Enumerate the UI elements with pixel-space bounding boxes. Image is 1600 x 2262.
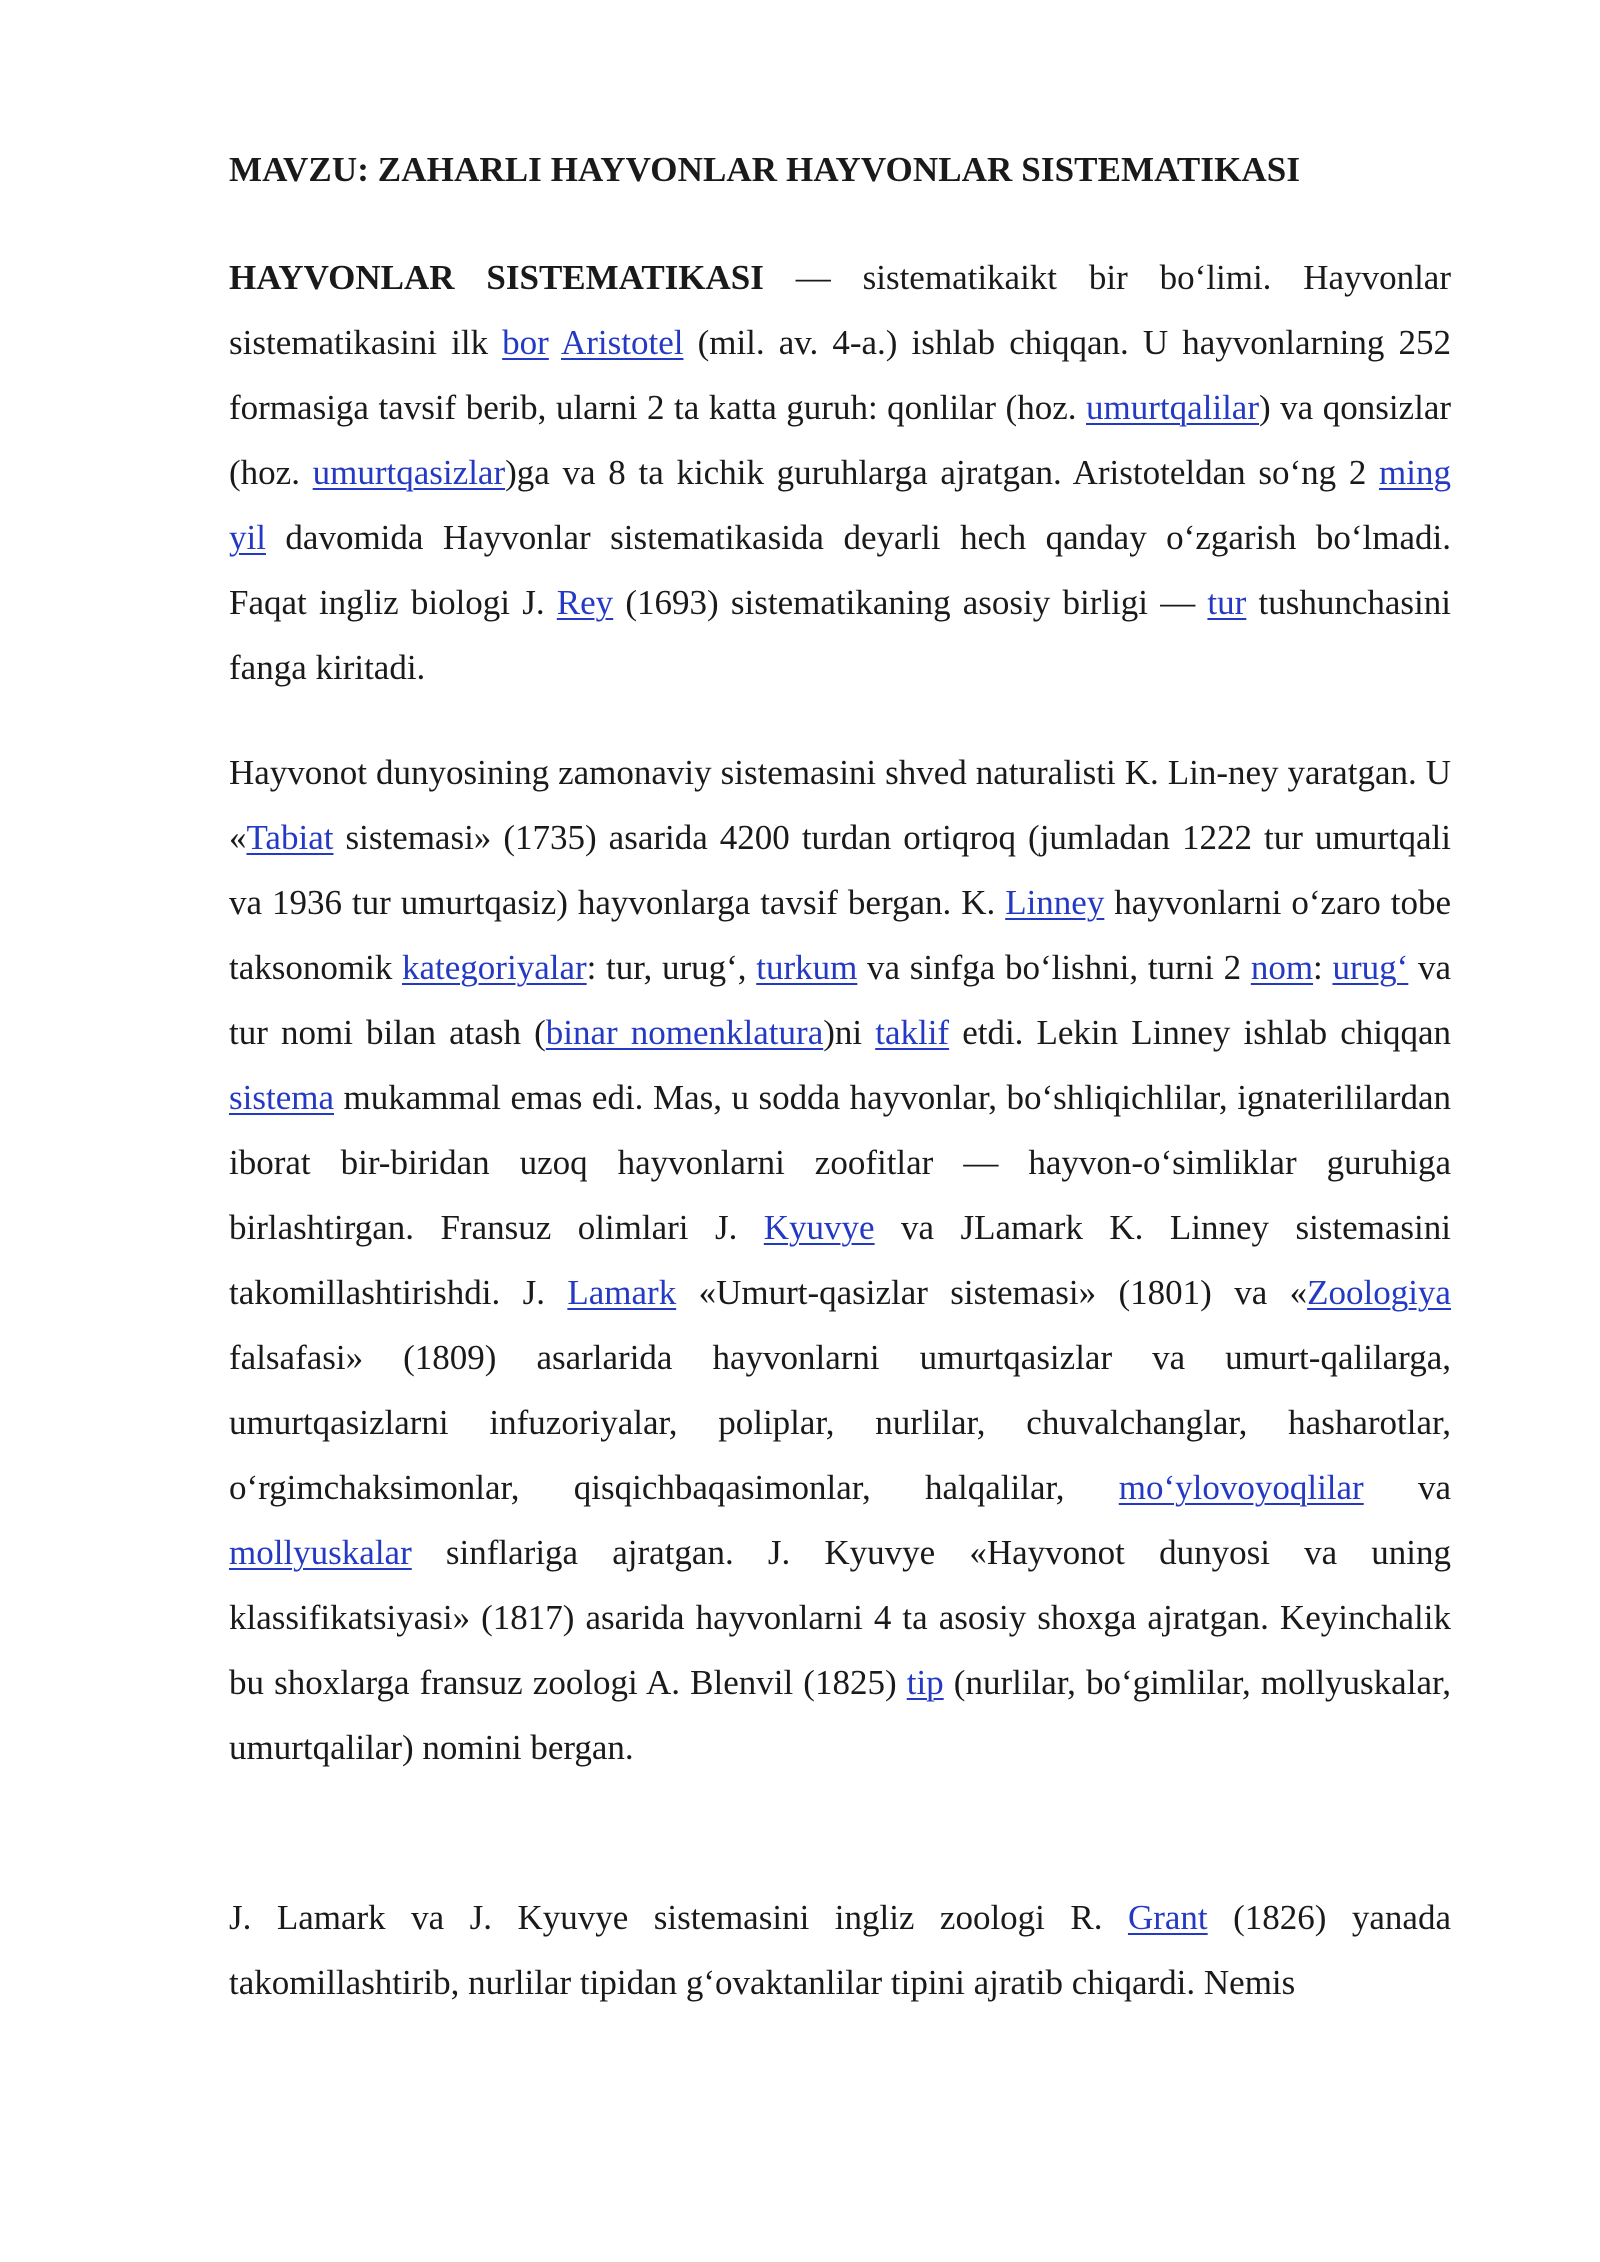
text-run: hayvonlarni o‘zaro tobe taksonomik xyxy=(229,883,1451,987)
text-run: — sistematikaikt bir bo‘limi. Hayvonlar sistematikasini ilk xyxy=(229,258,1451,362)
hyperlink[interactable]: Lamark xyxy=(567,1273,677,1312)
text-run: ) va qonsizlar (hoz. xyxy=(229,388,1452,492)
hyperlink[interactable]: urug‘ xyxy=(1332,948,1409,987)
document-title: MAVZU: ZAHARLI HAYVONLAR HAYVONLAR SISTEMATIKASI xyxy=(229,150,1301,189)
text-run: mukammal emas edi. Mas, u sodda hayvonlar, bo‘shliqichlilar, ignaterililardan iborat bir-biridan uzoq hayvonlarni zoofitlar — hayvon-o‘simliklar guruhiga birlashtirgan. Fransuz olimlari J. xyxy=(229,1078,1451,1247)
hyperlink[interactable]: Kyuvye xyxy=(763,1208,875,1247)
hyperlink[interactable]: Grant xyxy=(1127,1898,1208,1937)
hyperlink[interactable]: mollyuskalar xyxy=(229,1533,412,1572)
text-run: (1826) yanada takomillashtirib, nurlilar tipidan g‘ovaktanlilar tipini ajratib chiqardi. Nemis xyxy=(229,1898,1451,2002)
paragraph-3 xyxy=(229,1885,1451,2015)
text-run: sinflariga ajratgan. J. Kyuvye «Hayvonot dunyosi va uning klassifikatsiyasi» (1817) asarida hayvonlarni 4 ta asosiy shoxga ajratgan. Keyinchalik bu shoxlarga fransuz zoologi A. Blenvil (1825) xyxy=(229,1533,1451,1702)
text-run: falsafasi» (1809) asarlarida hayvonlarni umurtqasizlar va umurt-qalilarga, umurtqasizlarni infuzoriyalar, poliplar, nurlilar, chuvalchanglar, hasharotlar, o‘rgimchaksimonlar, qisqichbaqasimonlar, halqalilar, xyxy=(229,1338,1451,1507)
text-run: va sinfga bo‘lishni, turni 2 xyxy=(857,948,1251,987)
text-run: : tur, urug‘, xyxy=(586,948,757,987)
hyperlink[interactable]: ming xyxy=(1379,453,1451,492)
hyperlink[interactable]: umurtqasizlar xyxy=(312,453,506,492)
bold-term: HAYVONLAR SISTEMATIKASI xyxy=(229,258,764,297)
hyperlink[interactable]: Aristotel xyxy=(561,323,684,362)
text-run: Hayvonot dunyosining zamonaviy sistemasini shved naturalisti K. Lin-ney yaratgan. U « xyxy=(229,753,1451,857)
text-run: tushunchasini fanga kiritadi. xyxy=(229,583,1451,687)
text-run: (nurlilar, bo‘gimlilar, mollyuskalar, umurtqalilar) nomini bergan. xyxy=(229,1663,1451,1767)
hyperlink[interactable]: tip xyxy=(906,1663,944,1702)
hyperlink[interactable]: Rey xyxy=(556,583,614,622)
hyperlink[interactable]: umurtqalilar xyxy=(1086,388,1260,427)
text-run xyxy=(549,323,561,362)
text-run: etdi. Lekin Linney ishlab chiqqan xyxy=(949,1013,1451,1052)
hyperlink[interactable]: nom xyxy=(1250,948,1314,987)
text-run: J. Lamark va J. Kyuvye sistemasini ingliz zoologi R. xyxy=(229,1898,1128,1937)
text-run: va xyxy=(1363,1468,1451,1507)
text-run: )ga va 8 ta kichik guruhlarga ajratgan. Aristoteldan so‘ng 2 xyxy=(505,453,1380,492)
hyperlink[interactable]: Tabiat xyxy=(246,818,334,857)
hyperlink[interactable]: Zoologiya xyxy=(1307,1273,1451,1312)
hyperlink[interactable]: binar nomenklatura xyxy=(545,1013,824,1052)
paragraph-2 xyxy=(229,740,1451,1780)
text-run: sistemasi» (1735) asarida 4200 turdan ortiqroq (jumladan 1222 tur umurtqali va 1936 tur umurtqasiz) hayvonlarga tavsif bergan. K. xyxy=(229,818,1451,922)
hyperlink[interactable]: turkum xyxy=(756,948,858,987)
text-run: : xyxy=(1313,948,1333,987)
text-run: (1693) sistematikaning asosiy birligi — xyxy=(613,583,1208,622)
text-run: va tur nomi bilan atash ( xyxy=(229,948,1452,1052)
text-run: )ni xyxy=(823,1013,876,1052)
hyperlink[interactable]: taklif xyxy=(875,1013,950,1052)
text-run: va JLamark K. Linney sistemasini takomillashtirishdi. J. xyxy=(229,1208,1451,1312)
hyperlink[interactable]: tur xyxy=(1207,583,1247,622)
hyperlink[interactable]: kategoriyalar xyxy=(402,948,587,987)
text-run: «Umurt-qasizlar sistemasi» (1801) va « xyxy=(676,1273,1308,1312)
hyperlink[interactable]: bor xyxy=(502,323,549,362)
text-run: davomida Hayvonlar sistematikasida deyarli hech qanday o‘zgarish bo‘lmadi. Faqat ingliz biologi J. xyxy=(229,518,1451,622)
hyperlink[interactable]: mo‘ylovoyoqlilar xyxy=(1118,1468,1364,1507)
paragraph-1 xyxy=(229,245,1451,700)
hyperlink[interactable]: Linney xyxy=(1005,883,1105,922)
text-run: (mil. av. 4-a.) ishlab chiqqan. U hayvonlarning 252 formasiga tavsif berib, ularni 2 ta katta guruh: qonlilar (hoz. xyxy=(229,323,1452,427)
hyperlink[interactable]: sistema xyxy=(229,1078,334,1117)
hyperlink[interactable]: yil xyxy=(229,518,266,557)
